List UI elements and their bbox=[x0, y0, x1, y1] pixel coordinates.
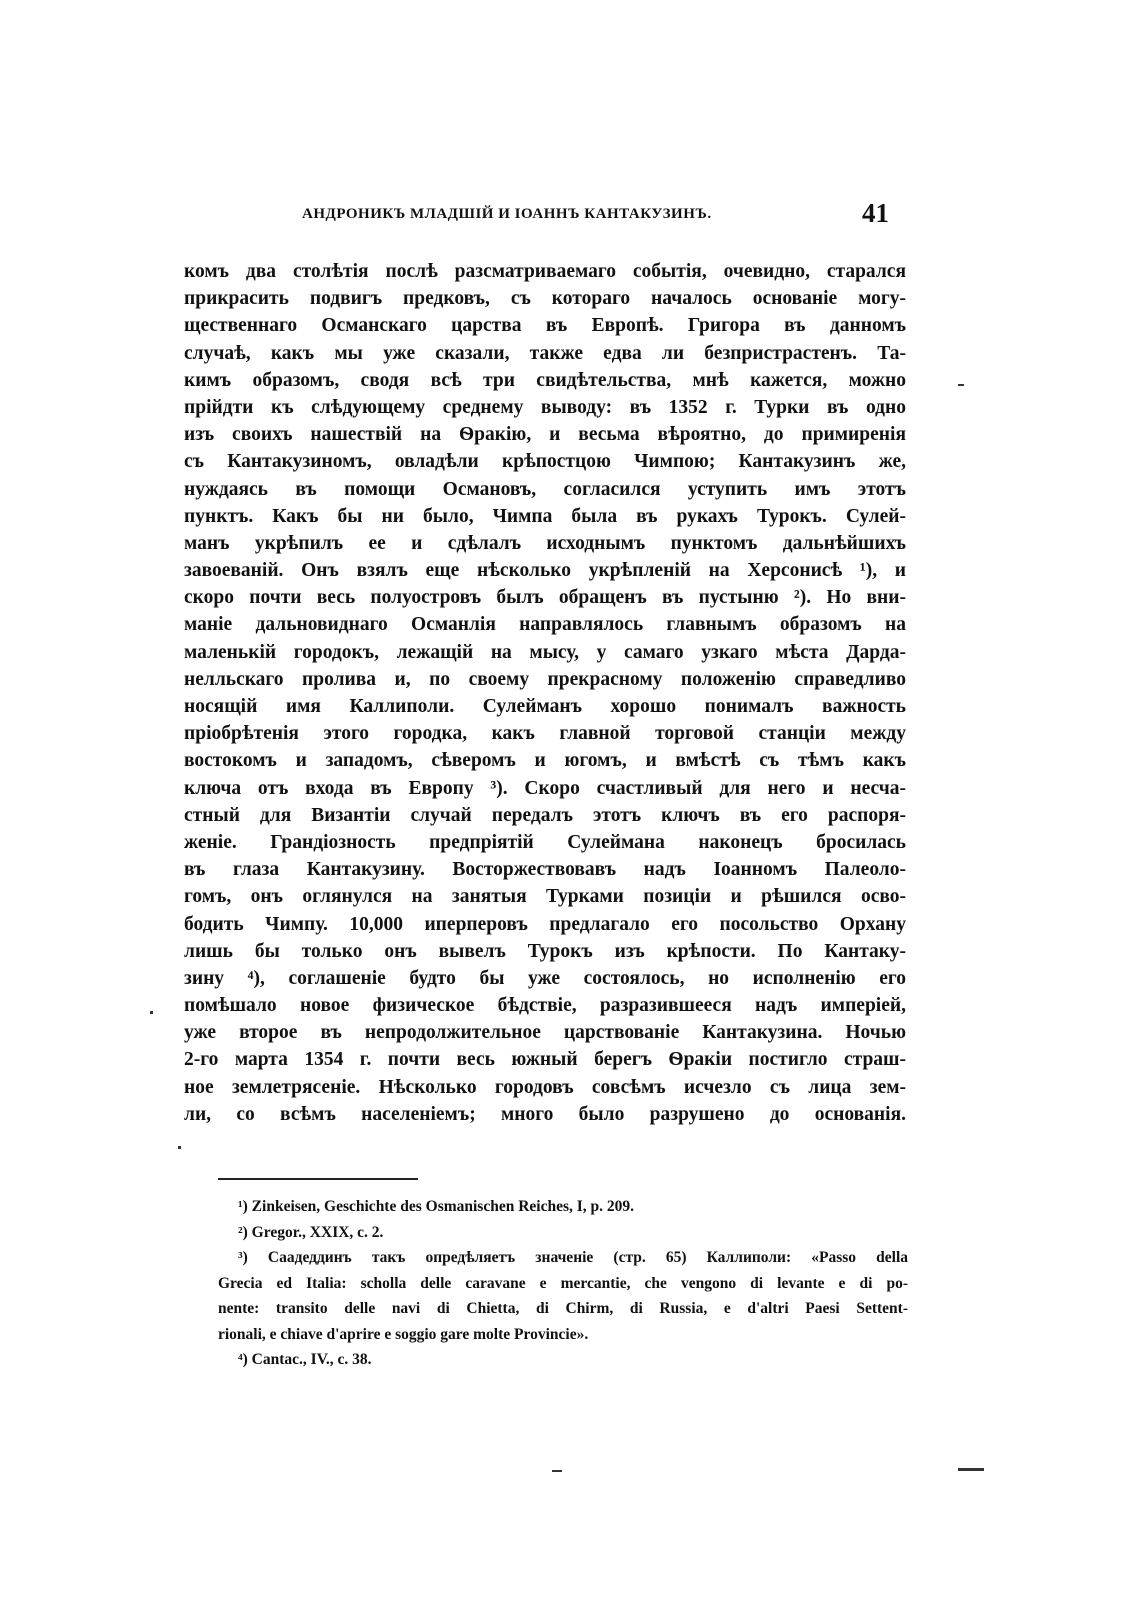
text-line: женіе. Грандіозность предпріятій Сулеймана наконецъ бросилась bbox=[184, 831, 906, 853]
footnote-1: ¹) Zinkeisen, Geschichte des Osmanischen Reiches, I, p. 209. bbox=[238, 1198, 635, 1215]
text-line: щественнаго Османскаго царства въ Европѣ. Григора въ данномъ bbox=[184, 315, 906, 337]
text-line: носящій имя Каллиполи. Сулейманъ хорошо понималъ важность bbox=[184, 696, 906, 717]
text-line: лишь бы только онъ вывелъ Турокъ изъ крѣпости. По Кантаку- bbox=[184, 940, 906, 962]
footnote-separator bbox=[218, 1178, 418, 1180]
text-line: ное землетрясеніе. Нѣсколько городовъ совсѣмъ исчезло съ лица зем- bbox=[184, 1076, 906, 1098]
text-line: зину ⁴), соглашеніе будто бы уже состоялось, но исполненію его bbox=[184, 967, 906, 989]
footnote-4: ⁴) Cantac., IV., c. 38. bbox=[238, 1351, 372, 1368]
running-title: АНДРОНИКЪ МЛАДШІЙ И ІОАННЪ КАНТАКУЗИНЪ. bbox=[302, 206, 712, 222]
scan-speck bbox=[178, 1146, 181, 1149]
footnote-3-cont: nente: transito delle navi di Chietta, di Chirm, di Russia, e d'altri Paesi Settent- bbox=[218, 1300, 908, 1317]
page-number: 41 bbox=[862, 198, 889, 228]
footnote-2: ²) Gregor., XXIX, c. 2. bbox=[238, 1223, 384, 1241]
scan-speck bbox=[958, 1468, 984, 1471]
footnote-3: ³) Саадеддинъ такъ опредѣляетъ значеніе (стр. 65) Каллиполи: «Passo della bbox=[238, 1249, 908, 1266]
text-line: пріобрѣтенія этого городка, какъ главной торговой станціи между bbox=[184, 723, 906, 745]
text-line: случаѣ, какъ мы уже сказали, также едва ли безпристрастенъ. Та- bbox=[184, 342, 906, 364]
text-line: изъ своихъ нашествій на Ѳракію, и весьма вѣроятно, до примиренія bbox=[184, 424, 906, 446]
footnote-3-cont: rionali, e chiave d'aprire e soggio gare molte Provincie». bbox=[218, 1325, 589, 1343]
text-line: ли, со всѣмъ населеніемъ; много было разрушено до основанія. bbox=[184, 1103, 906, 1125]
text-line: востокомъ и западомъ, сѣверомъ и югомъ, и вмѣстѣ съ тѣмъ какъ bbox=[184, 750, 906, 772]
text-line: уже второе въ непродолжительное царствованіе Кантакузина. Ночью bbox=[184, 1022, 906, 1044]
main-text bbox=[184, 258, 906, 1128]
footnotes bbox=[218, 1194, 908, 1373]
text-line: маніе дальновиднаго Османлія направлялось главнымъ образомъ на bbox=[184, 614, 906, 636]
text-line: помѣшало новое физическое бѣдствіе, разразившееся надъ имперіей, bbox=[184, 995, 906, 1017]
scan-speck bbox=[552, 1470, 562, 1472]
text-line: завоеваній. Онъ взялъ еще нѣсколько укрѣпленій на Херсонисѣ ¹), и bbox=[184, 560, 906, 582]
scan-speck bbox=[958, 384, 964, 386]
text-line: пунктъ. Какъ бы ни было, Чимпа была въ рукахъ Турокъ. Сулей- bbox=[184, 505, 906, 527]
text-line: стный для Византіи случай передалъ этотъ ключъ въ его распоря- bbox=[184, 804, 906, 826]
text-line: съ Кантакузиномъ, овладѣли крѣпостцою Чимпою; Кантакузинъ же, bbox=[184, 451, 906, 473]
text-line: маленькій городокъ, лежащій на мысу, у самаго узкаго мѣста Дарда- bbox=[184, 641, 906, 663]
text-line: бодить Чимпу. 10,000 иперперовъ предлагало его посольство Орхану bbox=[184, 913, 906, 935]
text-line: гомъ, онъ оглянулся на занятыя Турками позиціи и рѣшился осво- bbox=[184, 886, 906, 908]
text-line: нелльскаго пролива и, по своему прекрасному положенію справедливо bbox=[184, 668, 906, 690]
text-line: комъ два столѣтія послѣ разсматриваемаго событія, очевидно, старался bbox=[184, 261, 906, 282]
text-line: прикрасить подвигъ предковъ, съ котораго началось основаніе могу- bbox=[184, 288, 906, 310]
text-line: въ глаза Кантакузину. Восторжествовавъ надъ Іоанномъ Палеоло- bbox=[184, 859, 906, 881]
text-line: прійдти къ слѣдующему среднему выводу: въ 1352 г. Турки въ одно bbox=[184, 396, 906, 418]
text-line: 2-го марта 1354 г. почти весь южный берегъ Ѳракіи постигло страш- bbox=[184, 1049, 906, 1071]
scan-speck bbox=[150, 1011, 153, 1014]
footnote-3-cont: Grecia ed Italia: scholla delle caravane e mercantie, che vengono di levante e di po- bbox=[218, 1274, 908, 1292]
text-line: манъ укрѣпилъ ее и сдѣлалъ исходнымъ пунктомъ дальнѣйшихъ bbox=[184, 532, 906, 554]
text-line: скоро почти весь полуостровъ былъ обращенъ въ пустыню ²). Но вни- bbox=[184, 587, 906, 609]
text-line: ключа отъ входа въ Европу ³). Скоро счастливый для него и несча- bbox=[184, 777, 906, 799]
text-line: нуждаясь въ помощи Османовъ, согласился уступить имъ этотъ bbox=[184, 478, 906, 500]
text-line: кимъ образомъ, сводя всѣ три свидѣтельства, мнѣ кажется, можно bbox=[184, 369, 906, 391]
